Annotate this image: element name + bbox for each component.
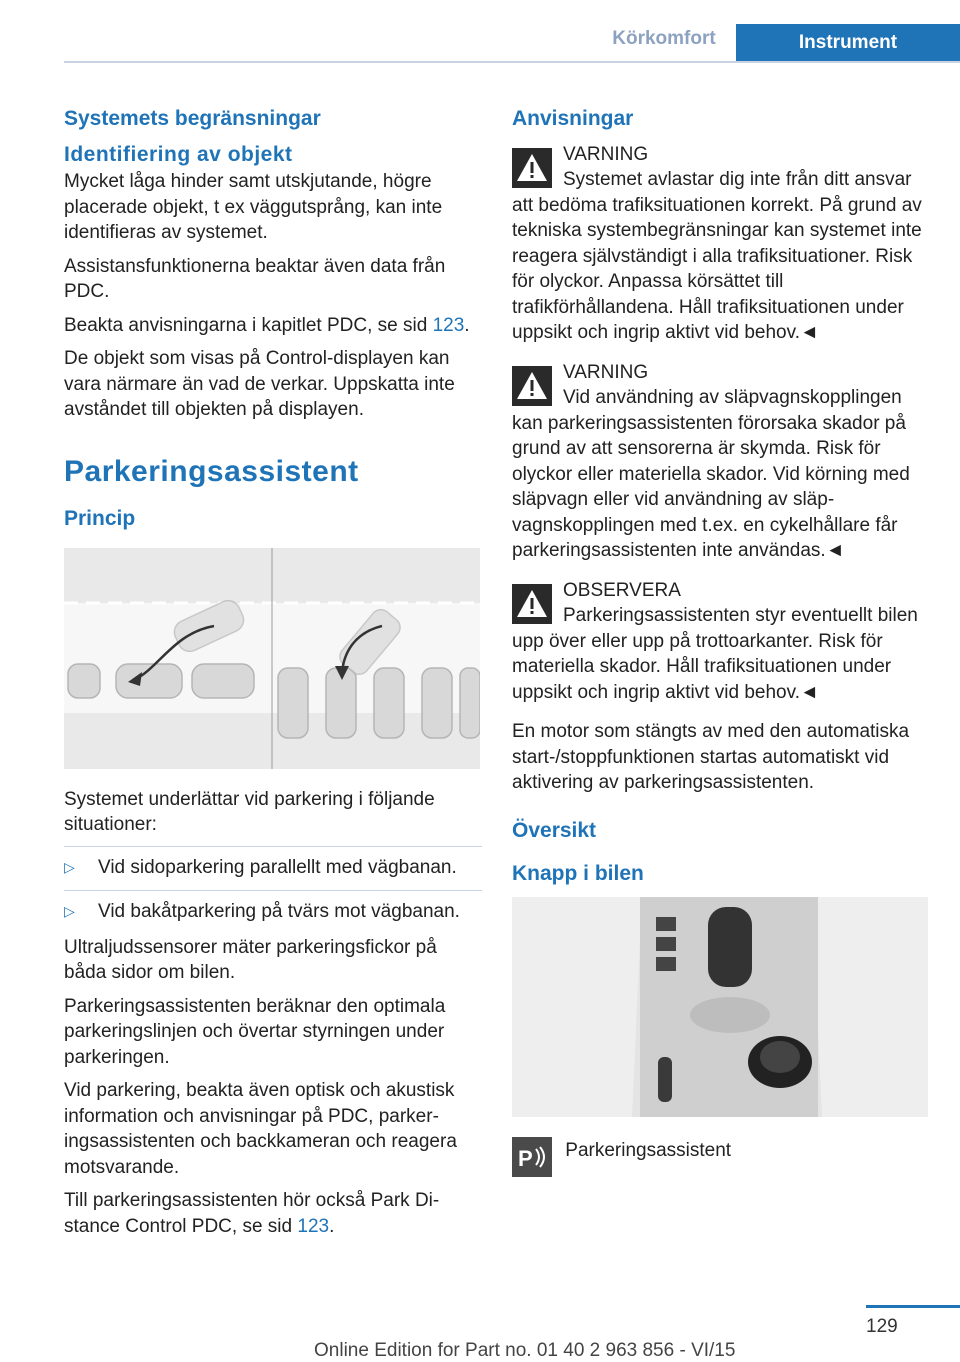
car-console-photo <box>512 897 928 1117</box>
triangle-right-icon: ▷ <box>64 903 75 919</box>
warning-title: VARNING <box>563 143 649 165</box>
para-motor: En motor som stängts av med den automatiska start-/stoppfunktionen startas automatiskt vid aktivering av parkeringsassistenten. <box>512 721 910 793</box>
heading-anvisningar: Anvisningar <box>512 107 634 130</box>
parking-principle-figure <box>64 548 480 769</box>
bullet-item: ▷ Vid bakåtparkering på tvärs mot vägbanan. <box>64 890 482 935</box>
triangle-right-icon: ▷ <box>64 858 75 875</box>
header-tab-korkomfort[interactable]: Körkomfort <box>612 28 716 49</box>
heading-limits: Systemets begränsningar <box>64 107 321 130</box>
button-label: Parkeringsassistent <box>565 1139 732 1161</box>
header-tab-instrument[interactable]: Instrument <box>736 24 960 61</box>
button-legend <box>512 1137 930 1177</box>
svg-text:P: P <box>518 1145 533 1171</box>
notice-block <box>512 578 930 706</box>
para-5: Systemet underlättar vid parkering i följande situationer: <box>64 788 435 835</box>
page-number: 129 <box>866 1316 898 1337</box>
para-4: De objekt som visas på Control-displayen kan vara närmare än vad de verkar. Uppskatta inte avståndet till objekten på displayen. <box>64 348 455 420</box>
edition-text: Online Edition for Part no. 01 40 2 963 856 - VI/15 <box>314 1340 736 1361</box>
para-2: Assistansfunktionerna beaktar även data från PDC. <box>64 255 446 302</box>
notice-text: Parkeringsassistenten styr eventuellt bilen upp över eller upp på trottoarkanter. Risk för materiella skador. Håll trafiksituationen under uppsikt och ingrip aktivt vid behov.◄ <box>512 605 918 703</box>
warning-block <box>512 360 930 564</box>
para-6: Ultraljudssensorer mäter parkeringsfickor på båda sidor om bilen. <box>64 936 437 983</box>
para-1: Mycket låga hinder samt utskjutande, högre placerade objekt, t ex väggutsprång, kan inte identifieras av systemet. <box>64 171 443 243</box>
bullet-item: ▷ Vid sidoparkering parallellt med vägbanan. <box>64 846 482 891</box>
warning-block <box>512 142 930 346</box>
warning-triangle-icon <box>512 366 552 406</box>
heading-oversikt: Översikt <box>512 818 597 842</box>
warning-text: Vid användning av släpvagnskopplingen kan parkeringsassistenten förorsaka skador på grund av att sensorerna är skymda. Risk för olyckor eller materiella skador. Vid körning med släpvagn eller vid användning av släpvagnskopplingen med t.ex. en cykelhållare får parkeringsassistenten inte användas.◄ <box>512 387 910 561</box>
notice-title: OBSERVERA <box>563 579 681 601</box>
warning-triangle-icon <box>512 148 552 188</box>
warning-title: VARNING <box>563 361 649 383</box>
warning-text: Systemet avlastar dig inte från ditt ansvar att bedöma trafiksituationen korrekt. På grund av tekniska systembegränsningar kan systemet inte reagera självständigt i alla trafiksituationer. Risk för olyckor. Anpassa körsättet till trafikförhållandena. Håll trafiksituationen under uppsikt och ingrip aktivt vid behov.◄ <box>512 169 922 343</box>
footer-rule <box>866 1305 960 1308</box>
para-9: Till parkeringsassistenten hör också Park Distance Control PDC, se sid 123. <box>64 1190 440 1237</box>
para-7: Parkeringsassistenten beräknar den optimala parkeringslinjen och övertar styrningen under parkeringen. <box>64 995 446 1068</box>
left-column <box>64 100 482 1247</box>
parking-assistant-button-icon[interactable] <box>512 1137 552 1177</box>
warning-triangle-icon <box>512 584 552 624</box>
page-link[interactable]: 123 <box>297 1215 330 1237</box>
heading-parking: Parkeringsassistent <box>64 454 359 488</box>
para-8: Vid parkering, beakta även optisk och akustisk information och anvisningar på PDC, parkeringsassistenten och backkameran och reagera motsvarande. <box>64 1080 457 1178</box>
page-link[interactable]: 123 <box>432 314 465 336</box>
heading-princip: Princip <box>64 507 136 530</box>
right-column <box>512 100 930 1177</box>
heading-knapp: Knapp i bilen <box>512 862 644 885</box>
para-3: Beakta anvisningarna i kapitlet PDC, se sid 123. <box>64 314 470 336</box>
header-rule <box>64 61 960 63</box>
heading-identify: Identifiering av objekt <box>64 142 293 166</box>
